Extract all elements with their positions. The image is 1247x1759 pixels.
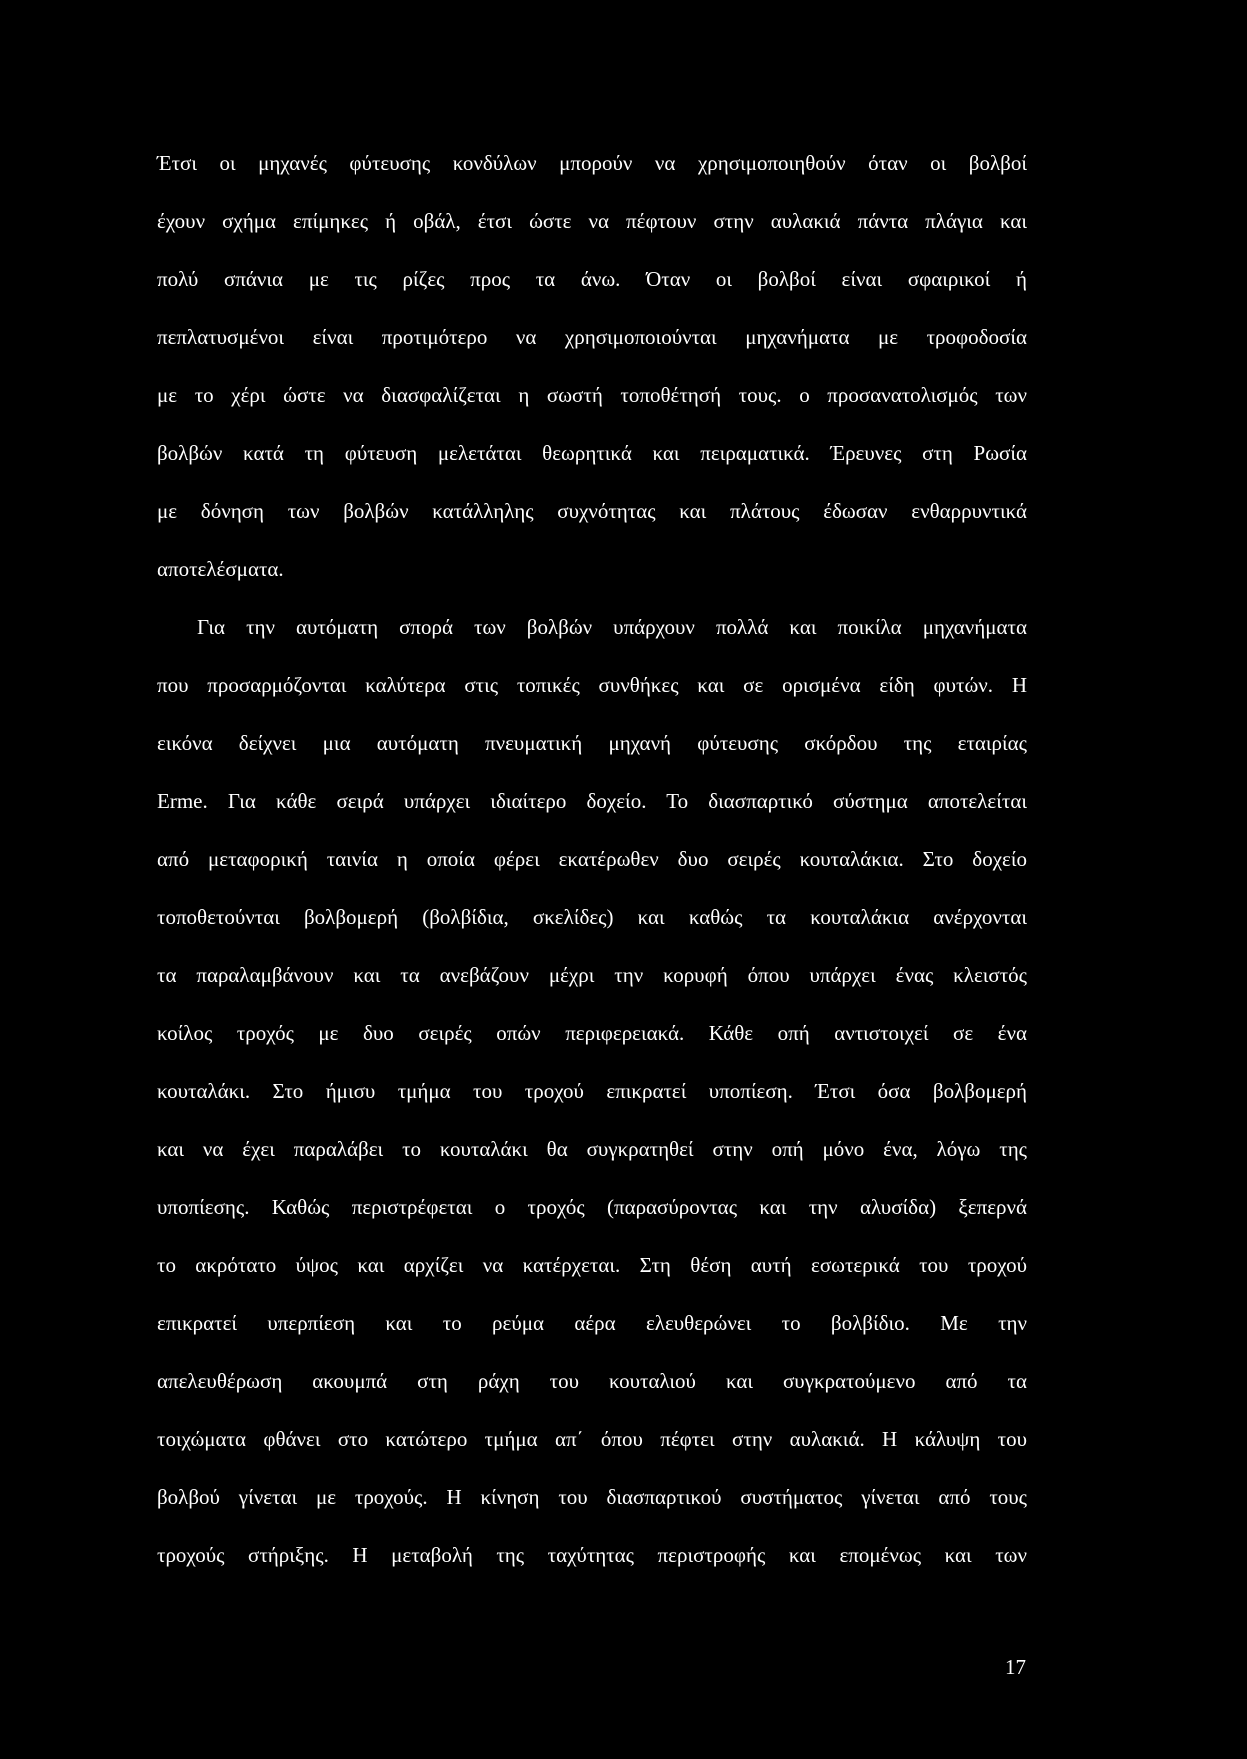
body-text: [157, 134, 1027, 1584]
text-line: πεπλατυσμένοι είναι προτιμότερο να χρησιμοποιούνται μηχανήματα με τροφοδοσία: [157, 325, 1027, 349]
text-line: το ακρότατο ύψος και αρχίζει να κατέρχεται. Στη θέση αυτή εσωτερικά του τροχού: [157, 1253, 1027, 1277]
text-line: Erme. Για κάθε σειρά υπάρχει ιδιαίτερο δοχείο. Το διασπαρτικό σύστημα αποτελείται: [157, 789, 1027, 813]
text-line: τα παραλαμβάνουν και τα ανεβάζουν μέχρι την κορυφή όπου υπάρχει ένας κλειστός: [157, 963, 1027, 987]
paragraph-first-line: Για την αυτόματη σπορά των βολβών υπάρχουν πολλά και ποικίλα μηχανήματα: [197, 615, 1027, 639]
text-line: που προσαρμόζονται καλύτερα στις τοπικές συνθήκες και σε ορισμένα είδη φυτών. Η: [157, 673, 1027, 697]
text-line: βολβού γίνεται με τροχούς. Η κίνηση του διασπαρτικού συστήματος γίνεται από τους: [157, 1485, 1027, 1509]
text-line: τροχούς στήριξης. Η μεταβολή της ταχύτητας περιστροφής και επομένως και των: [157, 1543, 1027, 1567]
text-line: κοίλος τροχός με δυο σειρές οπών περιφερειακά. Κάθε οπή αντιστοιχεί σε ένα: [157, 1021, 1027, 1045]
text-line: με το χέρι ώστε να διασφαλίζεται η σωστή τοποθέτησή τους. ο προσανατολισμός των: [157, 383, 1027, 407]
text-line: τοιχώματα φθάνει στο κατώτερο τμήμα απ΄ όπου πέφτει στην αυλακιά. Η κάλυψη του: [157, 1427, 1027, 1451]
text-line: τοποθετούνται βολβομερή (βολβίδια, σκελίδες) και καθώς τα κουταλάκια ανέρχονται: [157, 905, 1027, 929]
text-line: και να έχει παραλάβει το κουταλάκι θα συγκρατηθεί στην οπή μόνο ένα, λόγω της: [157, 1137, 1027, 1161]
text-line: Έτσι οι μηχανές φύτευσης κονδύλων μπορούν να χρησιμοποιηθούν όταν οι βολβοί: [157, 151, 1027, 175]
text-line: επικρατεί υπερπίεση και το ρεύμα αέρα ελευθερώνει το βολβίδιο. Με την: [157, 1311, 1027, 1335]
text-line: υποπίεσης. Καθώς περιστρέφεται ο τροχός (παρασύροντας και την αλυσίδα) ξεπερνά: [157, 1195, 1027, 1219]
text-line: απελευθέρωση ακουμπά στη ράχη του κουταλιού και συγκρατούμενο από τα: [157, 1369, 1027, 1393]
text-line: από μεταφορική ταινία η οποία φέρει εκατέρωθεν δυο σειρές κουταλάκια. Στο δοχείο: [157, 847, 1027, 871]
text-line: με δόνηση των βολβών κατάλληλης συχνότητας και πλάτους έδωσαν ενθαρρυντικά: [157, 499, 1027, 523]
text-line: αποτελέσματα.: [157, 557, 284, 581]
text-line: κουταλάκι. Στο ήμισυ τμήμα του τροχού επικρατεί υποπίεση. Έτσι όσα βολβομερή: [157, 1079, 1027, 1103]
text-line: πολύ σπάνια με τις ρίζες προς τα άνω. Όταν οι βολβοί είναι σφαιρικοί ή: [157, 267, 1027, 291]
text-line: εικόνα δείχνει μια αυτόματη πνευματική μηχανή φύτευσης σκόρδου της εταιρίας: [157, 731, 1027, 755]
text-line: έχουν σχήμα επίμηκες ή οβάλ, έτσι ώστε να πέφτουν στην αυλακιά πάντα πλάγια και: [157, 209, 1027, 233]
text-line: βολβών κατά τη φύτευση μελετάται θεωρητικά και πειραματικά. Έρευνες στη Ρωσία: [157, 441, 1027, 465]
page-number: 17: [1005, 1655, 1026, 1679]
